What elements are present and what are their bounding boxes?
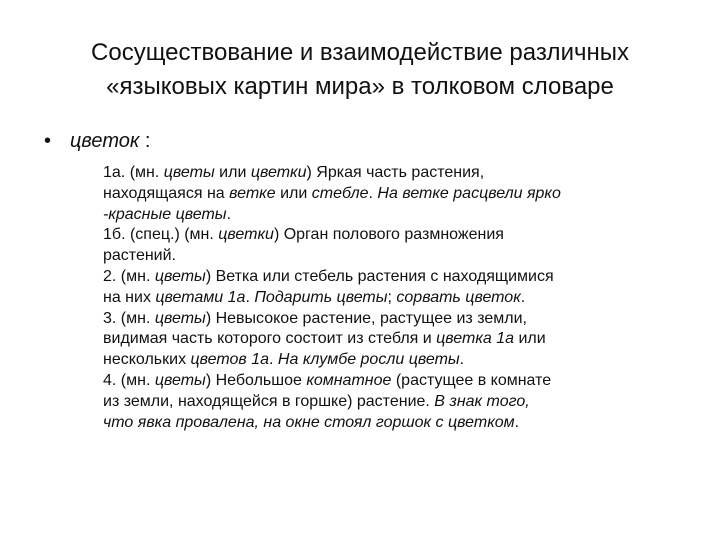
bullet-marker: •: [44, 130, 52, 152]
text-run: .: [269, 351, 278, 369]
italic-run: комнатное: [306, 371, 392, 389]
text-run: находящаяся на: [103, 184, 230, 202]
definition-line: [103, 350, 663, 371]
italic-run: цветы: [154, 371, 206, 389]
slide-title: [30, 36, 690, 104]
headword-separator: :: [139, 130, 151, 152]
definition-line: [103, 392, 663, 413]
text-run: .: [245, 288, 255, 306]
definition-line: [103, 163, 663, 184]
italic-run: ветке: [229, 184, 276, 202]
text-run: .: [368, 184, 378, 202]
text-run: ;: [387, 288, 397, 306]
italic-run: цветами 1а: [155, 288, 246, 306]
definition-line: [103, 413, 663, 434]
bullet-entry: [44, 128, 150, 154]
italic-run: На ветке расцвели ярко: [377, 184, 561, 202]
text-run: .: [459, 351, 465, 369]
text-run: или: [514, 330, 546, 348]
text-run: растений.: [103, 247, 176, 265]
text-run: (растущее в комнате: [391, 371, 552, 389]
italic-run: цветы: [163, 164, 215, 181]
italic-run: цветка 1а: [436, 330, 515, 348]
text-run: на них: [103, 288, 156, 306]
text-run: видимая часть которого состоит из стебля и: [103, 330, 437, 348]
text-run: 4. (мн.: [103, 371, 155, 389]
definition-line: [103, 225, 663, 246]
italic-run: цветки: [218, 226, 274, 244]
definition-line: [103, 246, 663, 267]
italic-run: цветы: [154, 309, 206, 327]
text-run: ) Невысокое растение, растущее из земли,: [205, 309, 527, 327]
definition-line: [103, 205, 663, 226]
definition-line: [103, 329, 663, 350]
text-run: 1а. (мн.: [103, 164, 164, 181]
italic-run: -красные цветы: [103, 205, 227, 223]
definitions-block: [103, 163, 663, 433]
italic-run: сорвать цветок: [396, 288, 521, 306]
definition-line: [103, 288, 663, 309]
text-run: или: [214, 164, 251, 181]
text-run: или: [275, 184, 312, 202]
italic-run: Подарить цветы: [254, 288, 388, 306]
text-run: 1б. (спец.) (мн.: [103, 226, 219, 244]
text-run: .: [520, 288, 526, 306]
italic-run: цветки: [250, 164, 307, 181]
definition-line: [103, 309, 663, 330]
definition-line: [103, 371, 663, 392]
text-run: ) Орган полового размножения: [273, 226, 504, 244]
text-run: ) Ветка или стебель растения с находящимися: [205, 267, 554, 285]
definition-line: [103, 184, 663, 205]
italic-run: цветов 1а: [190, 351, 270, 369]
italic-run: стебле: [311, 184, 369, 202]
text-run: 2. (мн.: [103, 267, 155, 285]
text-run: .: [514, 413, 520, 431]
text-run: из земли, находящейся в горшке) растение.: [103, 392, 435, 410]
italic-run: цветы: [154, 267, 206, 285]
title-line-1: Сосуществование и взаимодействие различных: [91, 39, 629, 66]
italic-run: На клумбе росли цветы: [277, 351, 460, 369]
text-run: ) Небольшое: [205, 371, 307, 389]
headword: цветок: [70, 130, 140, 152]
definition-line: [103, 267, 663, 288]
italic-run: В знак того,: [434, 392, 530, 410]
text-run: нескольких: [103, 351, 191, 369]
italic-run: что явка провалена, на окне стоял горшок с цветком: [103, 413, 515, 431]
text-run: ) Яркая часть растения,: [306, 164, 485, 181]
title-line-2: «языковых картин мира» в толковом словаре: [106, 73, 614, 100]
text-run: .: [226, 205, 232, 223]
text-run: 3. (мн.: [103, 309, 155, 327]
